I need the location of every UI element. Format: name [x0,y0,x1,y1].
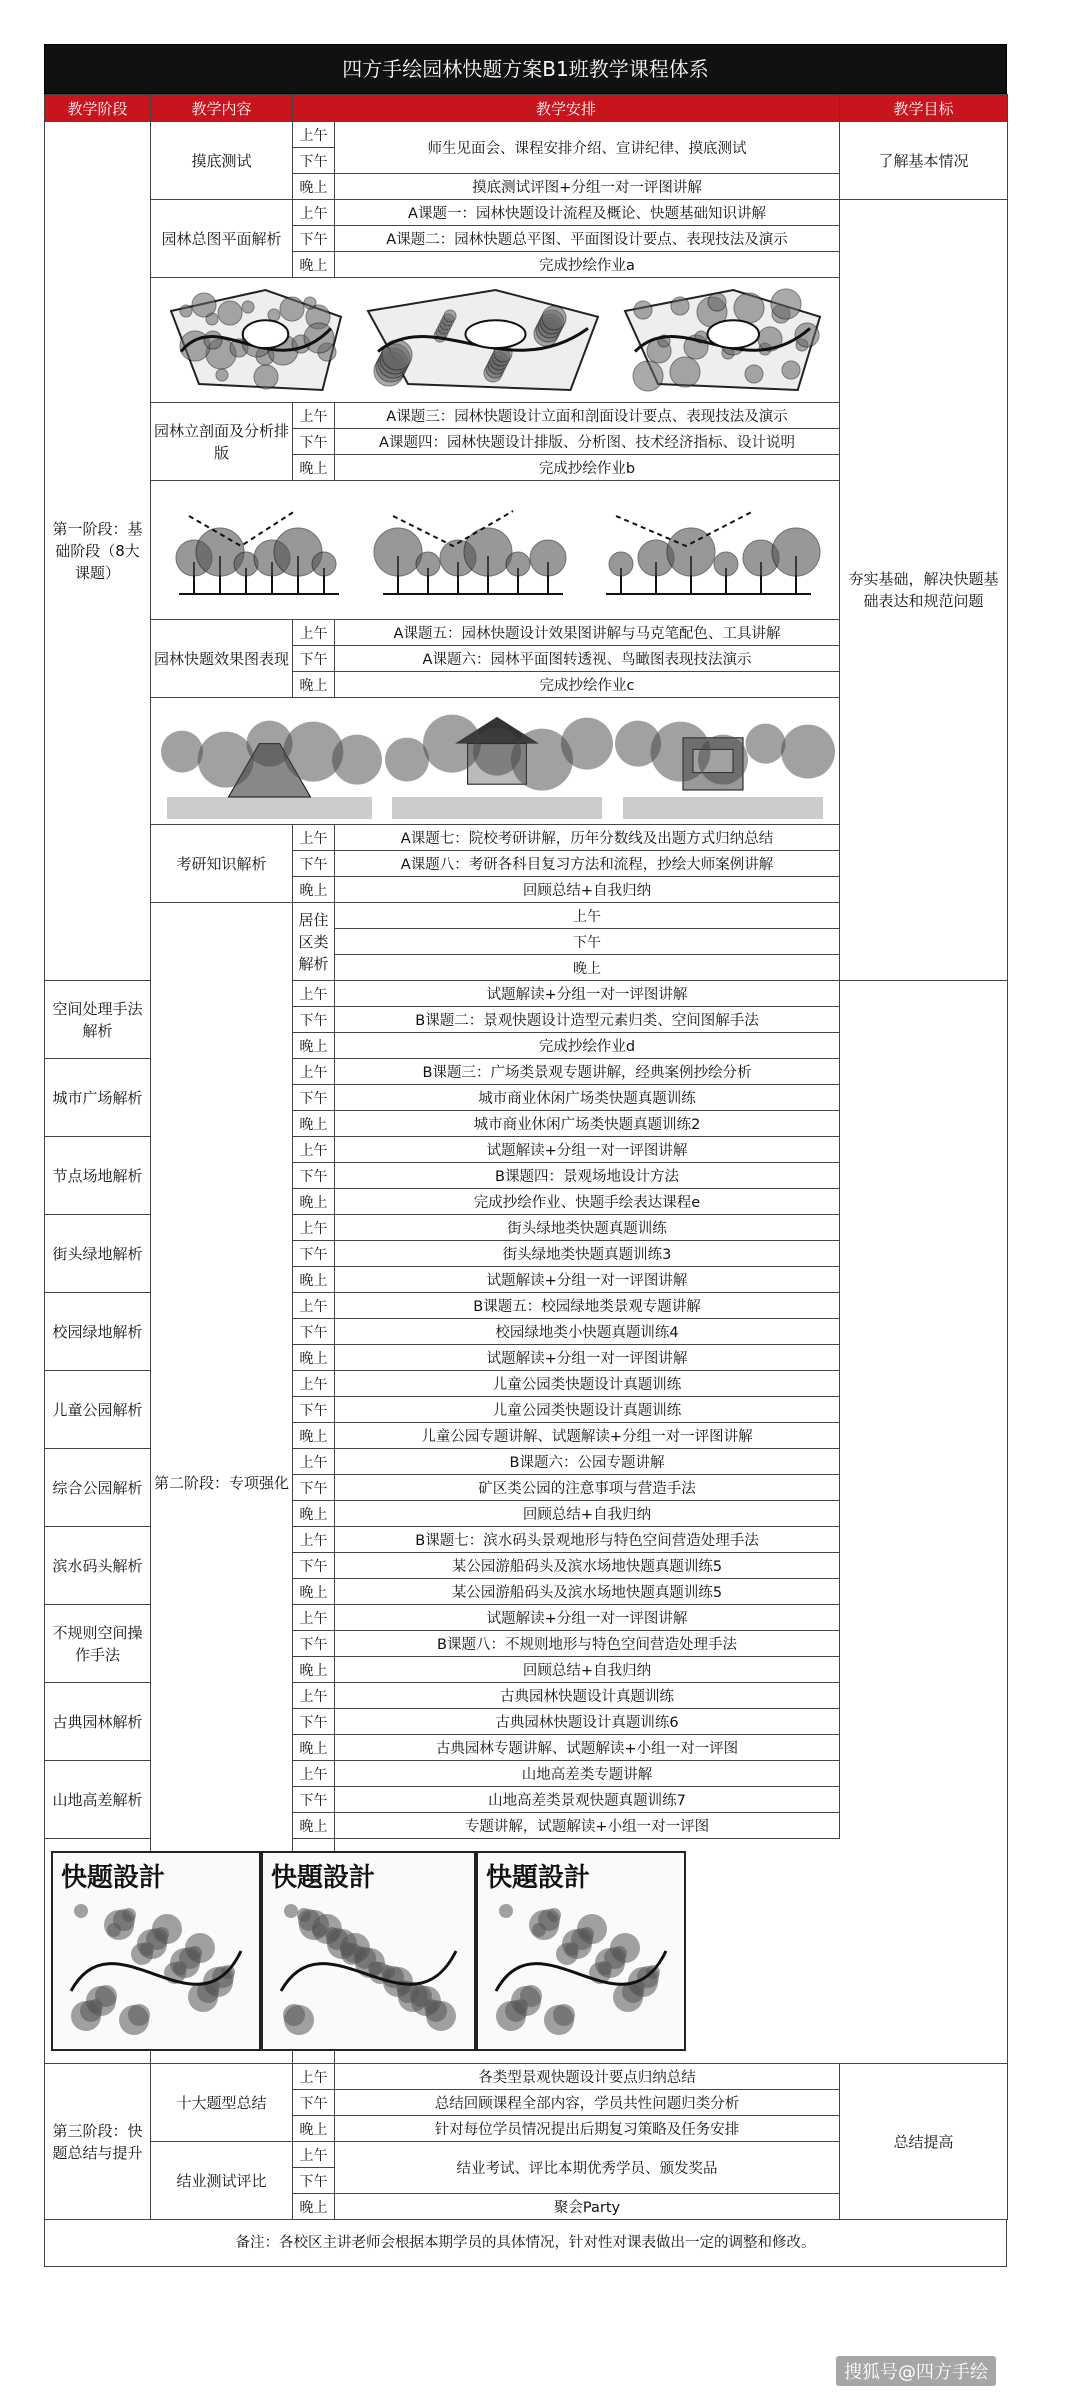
schedule-cell: 试题解读+分组一对一评图讲解 [335,1605,840,1631]
schedule-cell: A课题六：园林平面图转透视、鸟瞰图表现技法演示 [335,646,840,672]
time-slot: 晚上 [293,1501,335,1527]
schedule-cell: 完成抄绘作业c [335,672,840,698]
time-slot: 上午 [293,403,335,429]
schedule-cell: 师生见面会、课程安排介绍、宣讲纪律、摸底测试 [335,122,840,174]
stage-goal: 了解基本情况 [840,122,1008,200]
time-slot: 下午 [293,1319,335,1345]
schedule-cell: 完成抄绘作业、快题手绘表达课程e [335,1189,840,1215]
schedule-cell: 试题解读+分组一对一评图讲解 [335,981,840,1007]
time-slot: 晚上 [293,1579,335,1605]
schedule-cell: B课题四：景观场地设计方法 [335,1163,840,1189]
time-slot: 上午 [293,1059,335,1085]
sketch-cell [151,698,840,825]
time-slot: 下午 [293,2168,335,2194]
time-slot: 下午 [293,226,335,252]
time-slot: 晚上 [293,1111,335,1137]
time-slot: 上午 [293,981,335,1007]
schedule-cell: A课题四：园林快题设计排版、分析图、技术经济指标、设计说明 [335,429,840,455]
header-content: 教学内容 [151,95,293,122]
schedule-cell: 专题讲解，试题解读+小组一对一评图 [335,1813,840,1839]
schedule-cell: 试题解读+分组一对一评图讲解 [335,1267,840,1293]
time-slot: 上午 [293,1293,335,1319]
schedule-cell: 矿区类公园的注意事项与营造手法 [335,1475,840,1501]
time-slot: 下午 [293,1397,335,1423]
topic-name: 节点场地解析 [45,1137,151,1215]
schedule-cell: B课题六：公园专题讲解 [335,1449,840,1475]
schedule-cell: 总结回顾课程全部内容，学员共性问题归类分析 [335,2090,840,2116]
topic-name: 空间处理手法解析 [45,981,151,1059]
time-slot: 上午 [293,2064,335,2090]
schedule-cell: A课题二：园林快题总平图、平面图设计要点、表现技法及演示 [335,226,840,252]
time-slot: 上午 [293,1371,335,1397]
exam-board-sketch [51,1851,261,2051]
section-sketch [596,486,821,614]
time-slot: 晚上 [293,672,335,698]
sketch-cell [151,278,840,403]
schedule-cell: 完成抄绘作业d [335,1033,840,1059]
schedule-cell: 山地高差类景观快题真题训练7 [335,1787,840,1813]
board-title: 快题設計 [61,1863,166,1893]
time-slot: 上午 [335,903,840,929]
section-sketch [373,486,573,614]
time-slot: 下午 [293,851,335,877]
schedule-cell: 某公园游船码头及滨水场地快题真题训练5 [335,1553,840,1579]
board-title: 快題設計 [486,1863,591,1893]
time-slot: 晚上 [293,2194,335,2220]
topic-name: 园林快题效果图表现 [151,620,293,698]
time-slot: 晚上 [293,1345,335,1371]
time-slot: 晚上 [293,1735,335,1761]
topic-name: 十大题型总结 [151,2064,293,2142]
perspective-sketch [167,703,372,819]
time-slot: 晚上 [293,1033,335,1059]
time-slot: 下午 [293,2090,335,2116]
schedule-cell: 古典园林专题讲解、试题解读+小组一对一评图 [335,1735,840,1761]
time-slot: 下午 [293,1787,335,1813]
schedule-cell: B课题七：滨水码头景观地形与特色空间营造处理手法 [335,1527,840,1553]
time-slot: 晚上 [293,1267,335,1293]
schedule-cell: 某公园游船码头及滨水场地快题真题训练5 [335,1579,840,1605]
header-goal: 教学目标 [840,95,1008,122]
schedule-cell: A课题三：园林快题设计立面和剖面设计要点、表现技法及演示 [335,403,840,429]
topic-name: 校园绿地解析 [45,1293,151,1371]
time-slot: 上午 [293,1761,335,1787]
schedule-cell: 校园绿地类小快题真题训练4 [335,1319,840,1345]
time-slot: 下午 [293,1631,335,1657]
schedule-cell: A课题一：园林快题设计流程及概论、快题基础知识讲解 [335,200,840,226]
time-slot: 下午 [293,429,335,455]
time-slot: 晚上 [293,1813,335,1839]
time-slot: 下午 [293,1709,335,1735]
table-row [45,122,1008,148]
exam-board-sketch [476,1851,686,2051]
stage-label: 第三阶段：快题总结与提升 [45,2064,151,2220]
time-slot: 晚上 [293,2116,335,2142]
schedule-cell: 试题解读+分组一对一评图讲解 [335,1137,840,1163]
time-slot: 上午 [293,1605,335,1631]
schedule-cell: 回顾总结+自我归纳 [335,1657,840,1683]
time-slot: 上午 [293,1215,335,1241]
schedule-cell: A课题五：园林快题设计效果图讲解与马克笔配色、工具讲解 [335,620,840,646]
time-slot: 下午 [293,1475,335,1501]
time-slot: 下午 [293,646,335,672]
footer-note: 备注：各校区主讲老师会根据本期学员的具体情况，针对性对课表做出一定的调整和修改。 [44,2220,1007,2267]
header-stage: 教学阶段 [45,95,151,122]
topic-name: 摸底测试 [151,122,293,200]
schedule-cell: 试题解读+分组一对一评图讲解 [335,1345,840,1371]
time-slot: 晚上 [293,1189,335,1215]
schedule-cell: 儿童公园类快题设计真题训练 [335,1371,840,1397]
topic-name: 综合公园解析 [45,1449,151,1527]
time-slot: 上午 [293,825,335,851]
time-slot: 上午 [293,1449,335,1475]
schedule-cell: A课题七：院校考研讲解，历年分数线及出题方式归纳总结 [335,825,840,851]
topic-name: 考研知识解析 [151,825,293,903]
time-slot: 晚上 [293,174,335,200]
site-plan-sketch [161,282,351,398]
section-sketch [169,486,349,614]
sketch-row [45,1839,1008,2064]
time-slot: 上午 [293,122,335,148]
header-row [45,95,1008,122]
topic-name: 山地高差解析 [45,1761,151,1839]
schedule-cell: 街头绿地类快题真题训练3 [335,1241,840,1267]
topic-name: 居住区类解析 [293,903,335,981]
schedule-cell: 针对每位学员情况提出后期复习策略及任务安排 [335,2116,840,2142]
site-plan-sketch [615,282,830,398]
stage-label: 第二阶段：专项强化 [151,903,293,2064]
time-slot: 下午 [293,1007,335,1033]
site-plan-sketch [358,282,608,398]
time-slot: 下午 [335,929,840,955]
schedule-cell: 古典园林快题设计真题训练 [335,1683,840,1709]
sheet-title: 四方手绘园林快题方案B1班教学课程体系 [44,44,1007,94]
topic-name: 结业测试评比 [151,2142,293,2220]
curriculum-table [44,94,1008,2220]
board-title: 快題設計 [271,1863,376,1893]
time-slot: 下午 [293,148,335,174]
schedule-cell: 古典园林快题设计真题训练6 [335,1709,840,1735]
watermark: 搜狐号@四方手绘 [836,2356,996,2386]
schedule-cell: 回顾总结+自我归纳 [335,1501,840,1527]
topic-name: 园林立剖面及分析排版 [151,403,293,481]
time-slot: 上午 [293,1683,335,1709]
schedule-cell: B课题二：景观快题设计造型元素归类、空间图解手法 [335,1007,840,1033]
time-slot: 晚上 [293,877,335,903]
sketch-cell [151,481,840,620]
schedule-cell: 聚会Party [335,2194,840,2220]
time-slot: 上午 [293,620,335,646]
schedule-cell: 回顾总结+自我归纳 [335,877,840,903]
table-row [45,2064,1008,2090]
schedule-cell: 儿童公园类快题设计真题训练 [335,1397,840,1423]
schedule-cell: 街头绿地类快题真题训练 [335,1215,840,1241]
time-slot: 下午 [293,1241,335,1267]
table-row [45,200,1008,226]
table-body [45,95,1008,2220]
schedule-cell: 各类型景观快题设计要点归纳总结 [335,2064,840,2090]
topic-name: 儿童公园解析 [45,1371,151,1449]
schedule-cell: B课题三：广场类景观专题讲解，经典案例抄绘分析 [335,1059,840,1085]
topic-name: 城市广场解析 [45,1059,151,1137]
schedule-cell: 城市商业休闲广场类快题真题训练 [335,1085,840,1111]
time-slot: 晚上 [335,955,840,981]
time-slot: 晚上 [293,455,335,481]
schedule-cell: 完成抄绘作业b [335,455,840,481]
schedule-cell: A课题八：考研各科目复习方法和流程，抄绘大师案例讲解 [335,851,840,877]
schedule-cell: 儿童公园专题讲解、试题解读+分组一对一评图讲解 [335,1423,840,1449]
stage-goal: 夯实基础，解决快题基础表达和规范问题 [840,200,1008,981]
schedule-cell: 城市商业休闲广场类快题真题训练2 [335,1111,840,1137]
schedule-cell: B课题八：不规则地形与特色空间营造处理手法 [335,1631,840,1657]
stage-goal: 总结提高 [840,2064,1008,2220]
sketch-cell [45,1839,591,2064]
schedule-cell: 山地高差类专题讲解 [335,1761,840,1787]
schedule-cell: 完成抄绘作业a [335,252,840,278]
time-slot: 上午 [293,200,335,226]
time-slot: 下午 [293,1085,335,1111]
topic-name: 园林总图平面解析 [151,200,293,278]
perspective-sketch [623,703,823,819]
time-slot: 上午 [293,1137,335,1163]
schedule-cell: 结业考试、评比本期优秀学员、颁发奖品 [335,2142,840,2194]
perspective-sketch [392,703,602,819]
time-slot: 下午 [293,1163,335,1189]
topic-name: 滨水码头解析 [45,1527,151,1605]
time-slot: 晚上 [293,1423,335,1449]
stage-label: 第一阶段：基础阶段（8大课题） [45,122,151,981]
time-slot: 上午 [293,1527,335,1553]
time-slot: 晚上 [293,252,335,278]
topic-name: 古典园林解析 [45,1683,151,1761]
time-slot: 下午 [293,1553,335,1579]
time-slot: 晚上 [293,1657,335,1683]
curriculum-sheet [44,44,1007,2267]
schedule-cell: 摸底测试评图+分组一对一评图讲解 [335,174,840,200]
topic-name: 不规则空间操作手法 [45,1605,151,1683]
header-schedule: 教学安排 [293,95,840,122]
schedule-cell: B课题五：校园绿地类景观专题讲解 [335,1293,840,1319]
exam-board-sketch [261,1851,476,2051]
time-slot: 上午 [293,2142,335,2168]
topic-name: 街头绿地解析 [45,1215,151,1293]
